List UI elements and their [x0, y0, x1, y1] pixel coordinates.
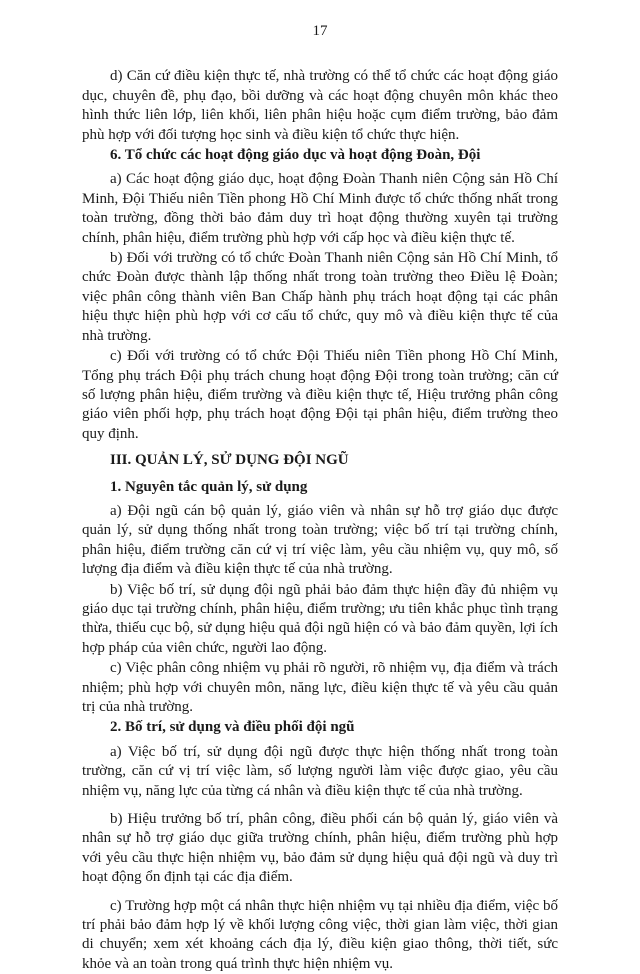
paragraph-section-2b: b) Hiệu trưởng bố trí, phân công, điều phối cán bộ quản lý, giáo viên và nhân sự hỗ trợ giáo dục giữa trường chính, phân hiệu, điểm trường phù hợp với yêu cầu thực hiện nhiệm vụ, bảo đảm sử dụng hiệu quả đội ngũ và duy trì hoạt động ổn định tại các địa điểm. — [82, 811, 558, 886]
paragraph-section-6b: b) Đối với trường có tổ chức Đoàn Thanh niên Cộng sản Hồ Chí Minh, tổ chức Đoàn được thành lập thống nhất trong toàn trường theo Điều lệ Đoàn; việc phân công thành viên Ban Chấp hành phụ trách hoạt động tại các phân hiệu thực hiện phù hợp với cơ cấu tổ chức, quy mô và điều kiện thực tế của nhà trường. — [82, 250, 558, 344]
heading-section-III: III. QUẢN LÝ, SỬ DỤNG ĐỘI NGŨ — [110, 452, 349, 469]
paragraph-section-2a: a) Việc bố trí, sử dụng đội ngũ được thực hiện thống nhất trong toàn trường, căn cứ vị trí việc làm, số lượng người làm việc được giao, yêu cầu nhiệm vụ, năng lực của từng cá nhân và điều kiện thực tế của nhà trường. — [82, 743, 558, 799]
paragraph-section-5d: d) Căn cứ điều kiện thực tế, nhà trường có thể tổ chức các hoạt động giáo dục, chuyên đề, phụ đạo, bồi dưỡng và các hoạt động chuyên môn khác theo hình thức liên lớp, liên khối, liên phân hiệu hoặc cụm điểm trường, bảo đảm phù hợp với đối tượng học sinh và điều kiện tổ chức thực hiện. — [82, 68, 558, 143]
paragraph-section-1b: b) Việc bố trí, sử dụng đội ngũ phải bảo đảm thực hiện đầy đủ nhiệm vụ giáo dục tại trường chính, phân hiệu, điểm trường; ưu tiên khắc phục tình trạng thừa, thiếu cục bộ, sử dụng hiệu quả đội ngũ hiện có và bảo đảm quyền, lợi ích hợp pháp của viên chức, người lao động. — [82, 581, 558, 656]
heading-item-2: 2. Bố trí, sử dụng và điều phối đội ngũ — [110, 719, 355, 736]
heading-item-6: 6. Tổ chức các hoạt động giáo dục và hoạt động Đoàn, Đội — [110, 147, 481, 164]
paragraph-section-2c: c) Trường hợp một cá nhân thực hiện nhiệm vụ tại nhiều địa điểm, việc bố trí phải bảo đảm hợp lý về khối lượng công việc, thời gian làm việc, thời gian di chuyển; xem xét khoảng cách địa lý, điều kiện giao thông, thời tiết, sức khỏe và an toàn trong quá trình thực hiện nhiệm vụ. — [82, 897, 558, 972]
paragraph-section-6c: c) Đối với trường có tổ chức Đội Thiếu niên Tiền phong Hồ Chí Minh, Tổng phụ trách Đội phụ trách chung hoạt động Đội trong toàn trường; căn cứ số lượng phân hiệu, điểm trường và điều kiện thực tế, Hiệu trưởng phân công giáo viên phối hợp, phụ trách hoạt động Đội tại phân hiệu, điểm trường theo quy định. — [82, 348, 558, 442]
paragraph-section-6a: a) Các hoạt động giáo dục, hoạt động Đoàn Thanh niên Cộng sản Hồ Chí Minh, Đội Thiếu niên Tiền phong Hồ Chí Minh được tổ chức thống nhất trong toàn trường, đồng thời bảo đảm duy trì hoạt động thường xuyên tại trường chính, phân hiệu, điểm trường phù hợp với cấp học và điều kiện thực tế. — [82, 171, 558, 246]
heading-item-1: 1. Nguyên tắc quản lý, sử dụng — [110, 478, 308, 495]
page-number: 17 — [312, 23, 328, 39]
paragraph-section-1a: a) Đội ngũ cán bộ quản lý, giáo viên và nhân sự hỗ trợ giáo dục được quản lý, sử dụng thống nhất trong toàn trường; việc bố trí tại trường chính, phân hiệu, điểm trường căn cứ vị trí việc làm, yêu cầu nhiệm vụ, quy mô, số lượng địa điểm và điều kiện thực tế của nhà trường. — [82, 502, 558, 578]
paragraph-section-1c: c) Việc phân công nhiệm vụ phải rõ người, rõ nhiệm vụ, địa điểm và trách nhiệm; phù hợp với chuyên môn, năng lực, điều kiện thực tế và yêu cầu quản trị của nhà trường. — [82, 660, 558, 715]
